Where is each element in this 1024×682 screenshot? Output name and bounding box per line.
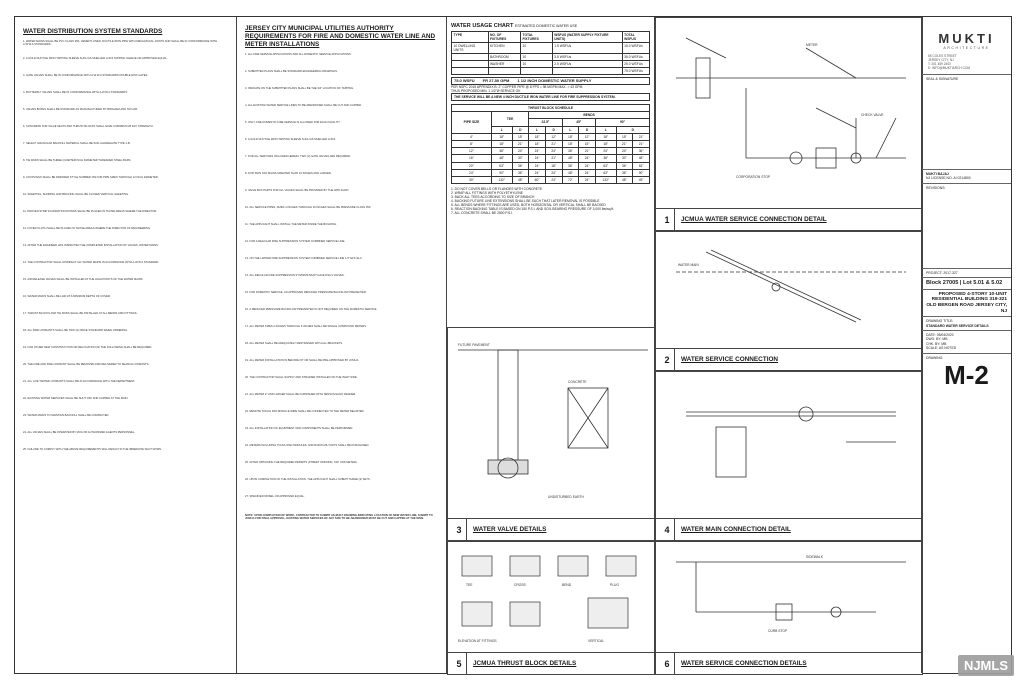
detail-5-title: JCMUA THRUST BLOCK DETAILS — [473, 660, 577, 667]
sheet-number: DRAWING: M-2 — [922, 353, 1011, 392]
project-name: PROPOSED 4-STORY 10-UNIT RESIDENTIAL BUILDING 319-321 OLD BERGEN ROAD JERSEY CITY, NJ — [922, 289, 1011, 316]
col2-note: 4. ALL EXISTING WATER SERVICE LINES TO BE ABANDONED SHALL BE CUT AND CAPPED. — [245, 104, 362, 107]
thrust-cell: 8" — [452, 140, 492, 147]
detail-5-drawing — [448, 542, 655, 652]
title-block — [921, 17, 1011, 673]
standards-notes — [23, 40, 228, 463]
drawing-sheet — [14, 16, 1012, 674]
usage-note-1: PER NSPC 2015 APPENDIX B: 2" COPPER PIPE @ 8 FPS ≈ 98 MGPM MAX. > 43 GPM — [451, 85, 583, 89]
thrust-cell: 18" — [529, 133, 546, 140]
cross-label: CROSS — [514, 583, 526, 587]
undisturbed-label: UNDISTURBED EARTH — [548, 495, 584, 499]
thrust-cell: 90" — [633, 169, 650, 176]
col1-note: 25. FAILURE TO COMPLY WITH THE ABOVE REQUIREMENTS WILL RESULT IN THE IMMEDIATE SHUT DOWN. — [23, 448, 162, 451]
bend-label: BEND — [562, 583, 572, 587]
col2-note: 22. REMOTE TOUCH PAD MODULE WIRE SHALL BE CONNECTED TO THE METER REGISTER. — [245, 410, 365, 413]
njmls-watermark: NJMLS — [958, 655, 1014, 676]
firm-logo: MUKTI ARCHITECTURE — [938, 31, 995, 50]
drawing-title: DRAWING TITLE: STANDARD WATER SERVICE DETAILS — [922, 316, 1011, 330]
thrust-cell: 24" — [579, 169, 596, 176]
thrust-cell: 24" — [545, 176, 562, 183]
col1-note: 12. FILTER CLOTH SHALL BE PLACED IN THOSE AREAS WHERE THE DIRECTOR OF ENGINEERING. — [23, 227, 151, 230]
thrust-note: 5. ALL BENDS WHERE FITTINGS ARE USED, BOTH HORIZONTAL OR VERTICAL SHALL BE BACKED — [451, 203, 606, 208]
firm-line: T: 201 459 2400 — [928, 62, 951, 66]
thrust-cell: 60" — [529, 176, 546, 183]
water-main-label: WATER MAIN — [678, 263, 699, 267]
usage-cell — [452, 68, 489, 75]
thrust-cell: 63" — [491, 162, 512, 169]
thrust-cell: 21" — [545, 155, 562, 162]
col1-note: 8. TIE RODS SHALL BE THREE QUARTER INCH DIAMETER THREADED STEEL BARS. — [23, 159, 132, 162]
col2-note: 27. SPECIFIED MODEL OR APPROVED EQUAL. — [245, 495, 305, 498]
thrust-cell: 18" — [595, 140, 616, 147]
usage-cell: 15.0 WSFUs — [622, 43, 649, 54]
usage-cell: WASHER — [488, 61, 521, 68]
requirements-title: JERSEY CITY MUNICIPAL UTILITIES AUTHORITY REQUIREMENTS FOR FIRE AND DOMESTIC WATER LINE AND METER INSTALLATIONS — [245, 25, 436, 48]
thrust-cell: 18" — [529, 140, 546, 147]
detail-5-box — [447, 541, 655, 675]
col2-note: 18. ALL METER SHALL BE ADEQUATELY RESTRAINED WITH ALL BRACKETS. — [245, 342, 343, 345]
usage-cell: 3.5 WSFUs — [552, 54, 622, 61]
thrust-cell: 36" — [616, 169, 633, 176]
detail-2-header: 2 WATER SERVICE CONNECTION — [656, 348, 922, 370]
thrust-cell: 15" — [616, 133, 633, 140]
thrust-cell: 48" — [562, 169, 579, 176]
col1-note: 3. GATE VALVES SHALL BE IN CONFORMANCE WITH A.W.W.A STANDARDS DOUBLE DISC GATES. — [23, 74, 149, 77]
thrust-cell: 63" — [595, 169, 616, 176]
usage-row — [452, 68, 650, 75]
col2-note: 14. ALL REGULAR FIRE SUPPRESSION SYSTEMS MUST HAVE DSA 3 VALVES. — [245, 274, 345, 277]
thrust-cell: 12" — [579, 133, 596, 140]
thrust-cell: 16" — [452, 155, 492, 162]
usage-cell — [488, 68, 521, 75]
thrust-cell: 21" — [616, 140, 633, 147]
thrust-cell: 15" — [512, 133, 529, 140]
thrust-cell: 48" — [562, 155, 579, 162]
col2-note: 19. ALL METER INSTALLATION IN BEFORE FIT OR SHALL BE PRE-APPROVED BY JCMUA. — [245, 359, 359, 362]
thrust-notes — [451, 187, 650, 215]
thrust-cell: 48" — [616, 176, 633, 183]
curb-stop-label: CURB STOP — [768, 629, 788, 633]
thrust-cell: 12" — [452, 148, 492, 155]
thrust-cell: 36" — [491, 148, 512, 155]
thrust-cell: 36" — [616, 162, 633, 169]
thrust-cell: 24" — [529, 148, 546, 155]
thrust-row — [452, 140, 650, 147]
usage-cell: 1.5 WSFUs — [552, 43, 622, 54]
concrete-label: CONCRETE — [568, 380, 587, 384]
col2-note: 8. FOR TAPS OFF MAINS GREATER THAN 16 INCHES AND LARGER. — [245, 172, 332, 175]
thrust-cell: 48" — [512, 176, 529, 183]
thrust-cell: 24" — [579, 176, 596, 183]
standards-title: WATER DISTRIBUTION SYSTEM STANDARDS — [23, 28, 163, 35]
thrust-cell: 21" — [579, 148, 596, 155]
usage-header-cell: TOTAL WSFUS — [622, 32, 649, 43]
col2-note: 1. ALL FIRE SERVICE APPLICATIONS AND ALL DOMESTIC SERVICE APPLICATIONS. — [245, 53, 352, 56]
col1-note: 2. A GOLD DUCTILE IRON TAPPING SLEEVE SUCH AS MUELLER H-615 TAPPING SLEEVE OR APPROVED EQUAL. — [23, 57, 168, 60]
thrust-cell: 36" — [562, 148, 579, 155]
thrust-cell: 21" — [545, 140, 562, 147]
thrust-cell: 30" — [616, 155, 633, 162]
detail-1-title: JCMUA WATER SERVICE CONNECTION DETAIL — [681, 216, 827, 223]
col1-note: 19. FOR OTHER NEW CONSTRUCTION OR RELOCATION OF THE FOLLOWING SHALL BE REQUIRED. — [23, 346, 153, 349]
thrust-cell: 18" — [595, 133, 616, 140]
col2-note: 9. VALVE BOX PARTS FOR ALL VALVES SHALL BE PROVIDED BY THE APPLICANT. — [245, 189, 350, 192]
thrust-cell: 132" — [491, 176, 512, 183]
thrust-cell: 24" — [545, 148, 562, 155]
usage-cell: 2.5 WSFUs — [552, 61, 622, 68]
firm-line: JERSEY CITY, NJ — [928, 58, 954, 62]
col1-note: 4. BUTTERFLY VALVES SHALL BE IN CONFORMANCE WITH A.W.W.A STANDARDS. — [23, 91, 128, 94]
architect-info: MUKTI BAJAJ NJ LICENSE NO. AI 0214800 — [922, 169, 1011, 183]
col2-note: 10. ALL SERVICE PIPES, SIZES 4 INCHES THROUGH 16 INCHES SHALL BE PRESSURE CLASS 350. — [245, 206, 372, 209]
check-valve-label: CHECK VALVE — [861, 113, 884, 117]
thrust-row — [452, 155, 650, 162]
col2-note: 7. FOR ALL SERVICES INCLUDED HEREIN, TWO (2) GATE VALVES ARE REQUIRED. — [245, 155, 351, 158]
usage-row — [452, 61, 650, 68]
thrust-cell: 63" — [595, 162, 616, 169]
thrust-cell: 12" — [545, 133, 562, 140]
thrust-cell: 24" — [579, 162, 596, 169]
thrust-cell: 24" — [529, 155, 546, 162]
thrust-cell: 18" — [491, 133, 512, 140]
usage-cell: 10 — [521, 61, 553, 68]
detail-6-drawing — [656, 542, 923, 652]
elevation-label: ELEVATION AT FITTINGS — [458, 639, 497, 643]
usage-note-3: THE SERVICE WILL BE A NEW 4 INCH DUCTILE IRON WATER LINE FOR FIRE SUPPRESSION SYSTEM. — [451, 93, 650, 101]
col1-note: 21. ALL LIVE TAPPED HYDRANTS SHALL BE IN ACCORDANCE WITH THE DEPARTMENT. — [23, 380, 136, 383]
col1-note: 17. THRUST BLOCKS AND TIE RODS SHALL BE INSTALLED AT ALL BENDS AND FITTINGS. — [23, 312, 138, 315]
col1-note: 10. SHEETING, SHORING AND BRACING SHALL BE CLOSED VERTICAL SHEETING. — [23, 193, 129, 196]
thrust-row — [452, 162, 650, 169]
usage-cell — [452, 61, 489, 68]
col1-note: 7. SELECT GRANULAR BACKFILL MATERIAL SHALL BE SOIL AGGREGATE TYPE 1-B. — [23, 142, 131, 145]
thrust-row — [452, 133, 650, 140]
col2-note: 17. ALL METER SIZES 2 INCHES THROUGH 6 INCHES SHALL BE SINGLE COMPOUND METERS. — [245, 325, 367, 328]
thrust-block-table: THRUST BLOCK SCHEDULE PIPE SIZE TEE BENDS 22.5° 45° 90° L D L D L D L D 4" 18" 15" 18" 12" 18" 12" 18" 15" 21" 8" 18" 21" 18" 21" 18" 15" 18" 21" 21" 12" 36" 24" 24" 24" 36" 21" 24" 24" 36" 16" 48" 30" 24" 21" 48" 24" 36" 30" 48" 20" 63" 36" 24" 18" 36" 24" 63" 36" 63" 24" 90" 36" 24" 24" 48" 24" 63" 36" 90" 30" 132" 48" 60" 24" 72" 24" 132" 48" 49" — [451, 104, 650, 184]
corp-stop-label: CORPORATION STOP — [736, 175, 771, 179]
plug-label: PLUG — [610, 583, 619, 587]
thrust-cell: 48" — [491, 155, 512, 162]
thrust-cell: 24" — [616, 148, 633, 155]
thrust-note: 1. DO NOT COVER BELLS OR FLANGES WITH CONCRETE — [451, 187, 543, 192]
usage-cell — [552, 68, 622, 75]
col1-note: 11. PROVEN STRIP FOUNDATION DOWNS SHALL BE PLACED IN THOSE AREAS WHERE THE DIRECTOR. — [23, 210, 157, 213]
detail-1-drawing — [656, 18, 923, 208]
thrust-cell: 24" — [529, 169, 546, 176]
water-distribution-standards — [15, 17, 237, 673]
detail-1-header: 1 JCMUA WATER SERVICE CONNECTION DETAIL — [656, 208, 922, 230]
firm-line: E: INFO@MUKTIARCH.COM — [928, 66, 971, 70]
detail-1-box — [655, 17, 923, 231]
thrust-cell: 49" — [633, 176, 650, 183]
col2-note: 13. ON THE LIMITED FIRE SUPPRESSION SYSTEM COMBINED SERVICE LINE 1.5" EFF. ELC. — [245, 257, 363, 260]
col2-note: 12. FOR A REGULAR FIRE SUPPRESSION SYSTEM COMBINED SERVICE LINE. — [245, 240, 346, 243]
usage-cell: KITCHEN — [488, 43, 521, 54]
thrust-cell: 90" — [491, 169, 512, 176]
detail-5-header: 5 JCMUA THRUST BLOCK DETAILS — [448, 652, 654, 674]
col1-note: 5. VALVES BOXES SHALL BE STANDARD AS MANUFACTURED BY BINGHAM AND TAYLOR. — [23, 108, 138, 111]
detail-3-header: 3 WATER VALVE DETAILS — [448, 518, 654, 540]
usage-cell — [452, 54, 489, 61]
sidewalk-label: SIDEWALK — [806, 555, 823, 559]
usage-header-cell: NO. OF FIXTURES — [488, 32, 521, 43]
col2-note: 6. A GOLD DUCTILE IRON TAPPING SLEEVE SUCH AS MUELLER H-615. — [245, 138, 336, 141]
meter-label: METER — [806, 43, 818, 47]
thrust-cell: 4" — [452, 133, 492, 140]
col1-note: 6. CONCRETE FOR VALVE SEATS AND THRUST BLOCKS SHALL HAVE A MINIMUM 28 DAY STRENGTH. — [23, 125, 154, 128]
vertical-label: VERTICAL — [588, 639, 605, 643]
col1-note: 23. WATER MAINS TO MAINTAIN BACKFILL SHALL BE COMPACTED. — [23, 414, 110, 417]
usage-cell: 35.0 WSFUs — [622, 54, 649, 61]
col1-note: 24. ALL VALVES SHALL BE OPERATED BY MUA OR AUTHORIZED AGENTS PERSONNEL. — [23, 431, 136, 434]
thrust-cell: 30" — [452, 176, 492, 183]
detail-3-box — [447, 327, 655, 541]
detail-4-drawing — [656, 372, 923, 518]
thrust-cell: 21" — [633, 133, 650, 140]
col1-note: 14. THE CONTRACTOR SHALL DISINFECT ALL WATER MAINS IN ACCORDANCE WITH A.W.W.A STANDARD. — [23, 261, 160, 264]
requirements-footer: NOTE: UPON COMPLETION OF WORK, CONTRACTOR TO SUBMIT AS-BUILT DRAWING INDICATING LOCATION OF NEW WATER LINE, SUBMIT TO JCMUA FOR FINAL APPROVAL. EXISTING WATER SERVICES OF ANY SIZE TO BE ABANDONED MUST BE CUT AND CAPPED AT THE MAIN. — [245, 514, 433, 521]
col1-note: 15. AIR RELEASE VALVES SHALL BE INSTALLED AT THE HIGH POINTS OF THE WATER MAINS. — [23, 278, 144, 281]
thrust-row — [452, 148, 650, 155]
thrust-cell: 36" — [512, 162, 529, 169]
thrust-cell: 21" — [512, 140, 529, 147]
usage-cell: 75.0 WSFUs — [622, 68, 649, 75]
thrust-cell: 21" — [633, 140, 650, 147]
thrust-cell: 36" — [595, 155, 616, 162]
col2-note: 23. ALL INSTALLATION OF EQUIPMENT AND COMPONENTS SHALL BE PERFORMED. — [245, 427, 354, 430]
col1-note: 20. THE FIRE AND FIRE HYDRANT SHALL BE REMOVED AND DELIVERED TO SEARCH HYDRANTS. — [23, 363, 150, 366]
thrust-note: 6. REACTION BACKING TABLE IS BASED ON 150 P.S.I. AND SOIL BEARING PRESSURE OF 3,000 lbs/sq.ft. — [451, 207, 615, 212]
requirements-notes — [245, 53, 438, 510]
detail-4-title: WATER MAIN CONNECTION DETAIL — [681, 526, 791, 533]
thrust-cell: 36" — [512, 169, 529, 176]
thrust-cell: 36" — [633, 148, 650, 155]
detail-3-title: WATER VALVE DETAILS — [473, 526, 547, 533]
col2-note: 15. FOR DOMESTIC SERVICE, AN APPROVED REDUCED PRESSURE BACKFLOW PREVENTER. — [245, 291, 367, 294]
col2-note: 21. ALL METER 2" AND LARGER SHALL BE FURNISHED WITH SENSUS ECHO READER. — [245, 393, 356, 396]
col1-note: 18. ALL FIRE HYDRANTS SHALL BE TWO (2) PIECE STANDARD WHEN ORDERING. — [23, 329, 128, 332]
seal-area: SEAL & SIGNATURE — [922, 74, 1011, 169]
thrust-cell: 18" — [545, 162, 562, 169]
usage-cell: 25.0 WSFUs — [622, 61, 649, 68]
col1-note: 22. EXISTING WATER SERVICES SHALL BE SHUT OFF AND CAPPED AT THE MAIN. — [23, 397, 129, 400]
thrust-row — [452, 176, 650, 183]
col1-note: 1. WATER MAINS SHALL BE PVC CLASS 350, CEMENT LINED, DUCTILE IRON PIPE WITH MECHANICAL JOINTS AND SHALL BE IN CONFORMANCE WITH A.W.W.A STANDARDS. — [23, 40, 218, 47]
thrust-cell: 132" — [595, 176, 616, 183]
usage-total-row: 75.0 WSFU FR 27.50 GPM 1 1/2 INCH DOMESTIC WATER SUPPLY — [451, 77, 650, 85]
col2-note: 24. METERS INCLUDING TOUCH PAD MODULES, AND RADIO MIU UNITS SHALL BE PURCHASED. — [245, 444, 370, 447]
col1-note: 16. WATER MAINS SHALL BE LAID AT A MINIMUM DEPTH OF COVER. — [23, 295, 111, 298]
drawing-meta: DATE: 05/04/2020 DWG. BY: MB CHK. BY: MB SCALE: AS NOTED — [922, 330, 1011, 353]
detail-2-drawing — [656, 232, 923, 348]
firm-address — [928, 54, 1005, 70]
usage-cell: 10 DWELLING UNITS — [452, 43, 489, 54]
jcmua-requirements — [237, 17, 447, 673]
col2-note: 16. A REDUCED PRESSURE BACKFLOW PREVENTER IS NOT REQUIRED ON THE DOMESTIC SERVICE. — [245, 308, 378, 311]
thrust-cell: 24" — [452, 169, 492, 176]
thrust-cell: 30" — [512, 155, 529, 162]
block-lot: Block 27005 | Lot 5.01 & 5.02 — [922, 277, 1011, 289]
thrust-row — [452, 169, 650, 176]
detail-6-title: WATER SERVICE CONNECTION DETAILS — [681, 660, 807, 667]
col2-note: 3. INDICATE ON THE SUBMITTED PLANS SHALL BE THE 3/4" LOCATION OF TAPPING. — [245, 87, 354, 90]
thrust-cell: 24" — [579, 155, 596, 162]
col1-note: 13. AFTER THE ENGINEER HAS INSPECTED THE COMPLETED INSTALLATION OF VALVES, WATER MAINS. — [23, 244, 159, 247]
usage-cell — [521, 68, 553, 75]
thrust-note: 4. BACKING FUTURE LINE EXTENSIONS SHALL BE SUCH THAT LATER REMOVAL IS POSSIBLE — [451, 199, 600, 204]
thrust-cell: 36" — [562, 162, 579, 169]
thrust-note: 7. ALL CONCRETE SHALL BE 2500 P.S.I. — [451, 211, 513, 216]
usage-chart-title: WATER USAGE CHART ESTIMATED DOMESTIC WATER USE — [451, 23, 578, 29]
future-pavement-label: FUTURE PAVEMENT — [458, 343, 490, 347]
col1-note: 9. COUPLINGS SHALL BE DRESSER STYLE NUMBER 153 FOR PIPE SIZES THROUGH 12 INCH DIAMETER. — [23, 176, 159, 179]
water-usage-table — [451, 31, 650, 75]
thrust-cell: 18" — [562, 133, 579, 140]
col2-note: 20. THE CONTRACTOR SHALL SUPPLY AND STRAINER INSTALLED ON THE INLET SIDE. — [245, 376, 358, 379]
col2-note: 25. AFTER OBTAINING THE REQUIRED PERMITS (STREET OPENING, TAP, AND METER). — [245, 461, 358, 464]
usage-cell: 10 — [521, 54, 553, 61]
usage-note-2: THUS PROPOSED MIN. 1 1/2"Ø SERVICE OK — [451, 89, 521, 93]
col2-note: 5. ONLY ONE DOMESTIC FIRE SERVICE IS ALLOWED FOR EACH FACILITY. — [245, 121, 341, 124]
thrust-cell: 15" — [579, 140, 596, 147]
usage-header-cell: TOTAL FIXTURES — [521, 32, 553, 43]
revisions: REVISIONS: — [922, 183, 1011, 268]
thrust-note: 2. WRAP ALL FITTINGS WITH POLYETHYLENE — [451, 191, 524, 196]
usage-cell: 10 — [521, 43, 553, 54]
detail-4-header: 4 WATER MAIN CONNECTION DETAIL — [656, 518, 922, 540]
usage-cell: BATHROOM — [488, 54, 521, 61]
thrust-cell: 24" — [545, 169, 562, 176]
thrust-cell: 24" — [512, 148, 529, 155]
col2-note: 11. THE APPLICANT SHALL INSTALL THE METER INSIDE THE BUILDING. — [245, 223, 337, 226]
usage-row — [452, 54, 650, 61]
detail-4-box — [655, 371, 923, 541]
col2-note: 2. SUBMITTED PLANS SHALL BE STANDARD ENGINEERING DRAWINGS. — [245, 70, 338, 73]
usage-header-cell: WSFUS (WATER SUPPLY FIXTURE UNITS) — [552, 32, 622, 43]
project-number: PROJECT: 2017-327 — [922, 268, 1011, 277]
detail-3-drawing — [448, 328, 655, 518]
thrust-cell: 20" — [452, 162, 492, 169]
tee-label: TEE — [466, 583, 473, 587]
col2-note: 26. UPON COMPLETION OF THE INSTALLATION, THE APPLICANT SHALL SUBMIT THREE (3) SETS. — [245, 478, 371, 481]
detail-6-box — [655, 541, 923, 675]
firm-line: 55 COLES STREET — [928, 54, 957, 58]
thrust-cell: 63" — [633, 162, 650, 169]
usage-header-cell: TYPE — [452, 32, 489, 43]
thrust-cell: 48" — [633, 155, 650, 162]
detail-2-box — [655, 231, 923, 371]
thrust-cell: 72" — [562, 176, 579, 183]
thrust-cell: 24" — [595, 148, 616, 155]
detail-6-header: 6 WATER SERVICE CONNECTION DETAILS — [656, 652, 922, 674]
usage-row — [452, 43, 650, 54]
thrust-cell: 18" — [562, 140, 579, 147]
thrust-note: 3. BACK ALL TEES ACCORDING TO SIZE OF BRANCH — [451, 195, 535, 200]
thrust-title: THRUST BLOCK SCHEDULE — [452, 105, 650, 112]
detail-2-title: WATER SERVICE CONNECTION — [681, 356, 779, 363]
thrust-cell: 24" — [529, 162, 546, 169]
thrust-cell: 18" — [491, 140, 512, 147]
